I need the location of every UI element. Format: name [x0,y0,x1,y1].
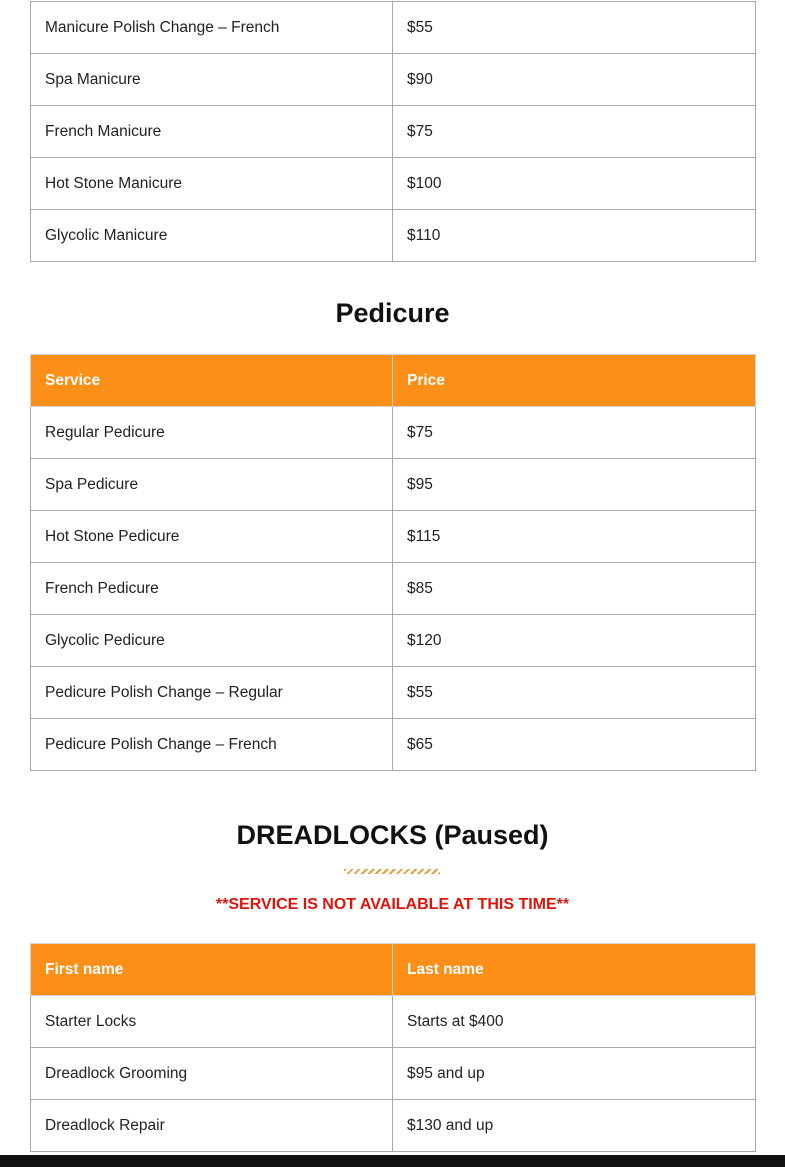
manicure-price-table [30,1,756,262]
service-cell: Spa Manicure [31,54,393,106]
price-cell: $130 and up [393,1100,756,1152]
pedicure-price-table [30,354,756,771]
price-cell: $75 [393,407,756,459]
service-cell: Pedicure Polish Change – French [31,719,393,771]
price-cell: $55 [393,667,756,719]
price-cell: $95 and up [393,1048,756,1100]
table-row [31,996,756,1048]
service-column-header: Service [31,355,393,407]
table-row [31,615,756,667]
table-row [31,2,756,54]
service-cell: Glycolic Pedicure [31,615,393,667]
price-cell: Starts at $400 [393,996,756,1048]
table-row [31,1048,756,1100]
service-cell: Glycolic Manicure [31,210,393,262]
service-cell: French Manicure [31,106,393,158]
table-row [31,667,756,719]
service-cell: Manicure Polish Change – French [31,2,393,54]
price-cell: $95 [393,459,756,511]
price-cell: $100 [393,158,756,210]
table-row [31,719,756,771]
service-cell: French Pedicure [31,563,393,615]
first-column-header: First name [31,944,393,996]
bottom-bar [0,1155,785,1167]
table-header-row [31,355,756,407]
service-cell: Starter Locks [31,996,393,1048]
unavailable-notice: **SERVICE IS NOT AVAILABLE AT THIS TIME** [215,896,570,913]
title-divider [344,869,440,874]
dreadlocks-price-table [30,943,756,1152]
price-cell: $110 [393,210,756,262]
dreadlocks-title: DREADLOCKS (Paused) [236,820,549,850]
service-cell: Dreadlock Repair [31,1100,393,1152]
table-row [31,106,756,158]
service-cell: Regular Pedicure [31,407,393,459]
second-column-header: Last name [393,944,756,996]
service-cell: Spa Pedicure [31,459,393,511]
price-cell: $65 [393,719,756,771]
service-cell: Hot Stone Pedicure [31,511,393,563]
table-row [31,459,756,511]
price-cell: $115 [393,511,756,563]
table-row [31,407,756,459]
price-cell: $75 [393,106,756,158]
price-cell: $120 [393,615,756,667]
table-row [31,563,756,615]
price-cell: $85 [393,563,756,615]
table-row [31,54,756,106]
table-row [31,158,756,210]
service-cell: Pedicure Polish Change – Regular [31,667,393,719]
table-row [31,210,756,262]
price-cell: $55 [393,2,756,54]
service-cell: Dreadlock Grooming [31,1048,393,1100]
table-header-row [31,944,756,996]
pedicure-title: Pedicure [335,298,450,328]
table-row [31,1100,756,1152]
price-column-header: Price [393,355,756,407]
service-cell: Hot Stone Manicure [31,158,393,210]
table-row [31,511,756,563]
price-cell: $90 [393,54,756,106]
